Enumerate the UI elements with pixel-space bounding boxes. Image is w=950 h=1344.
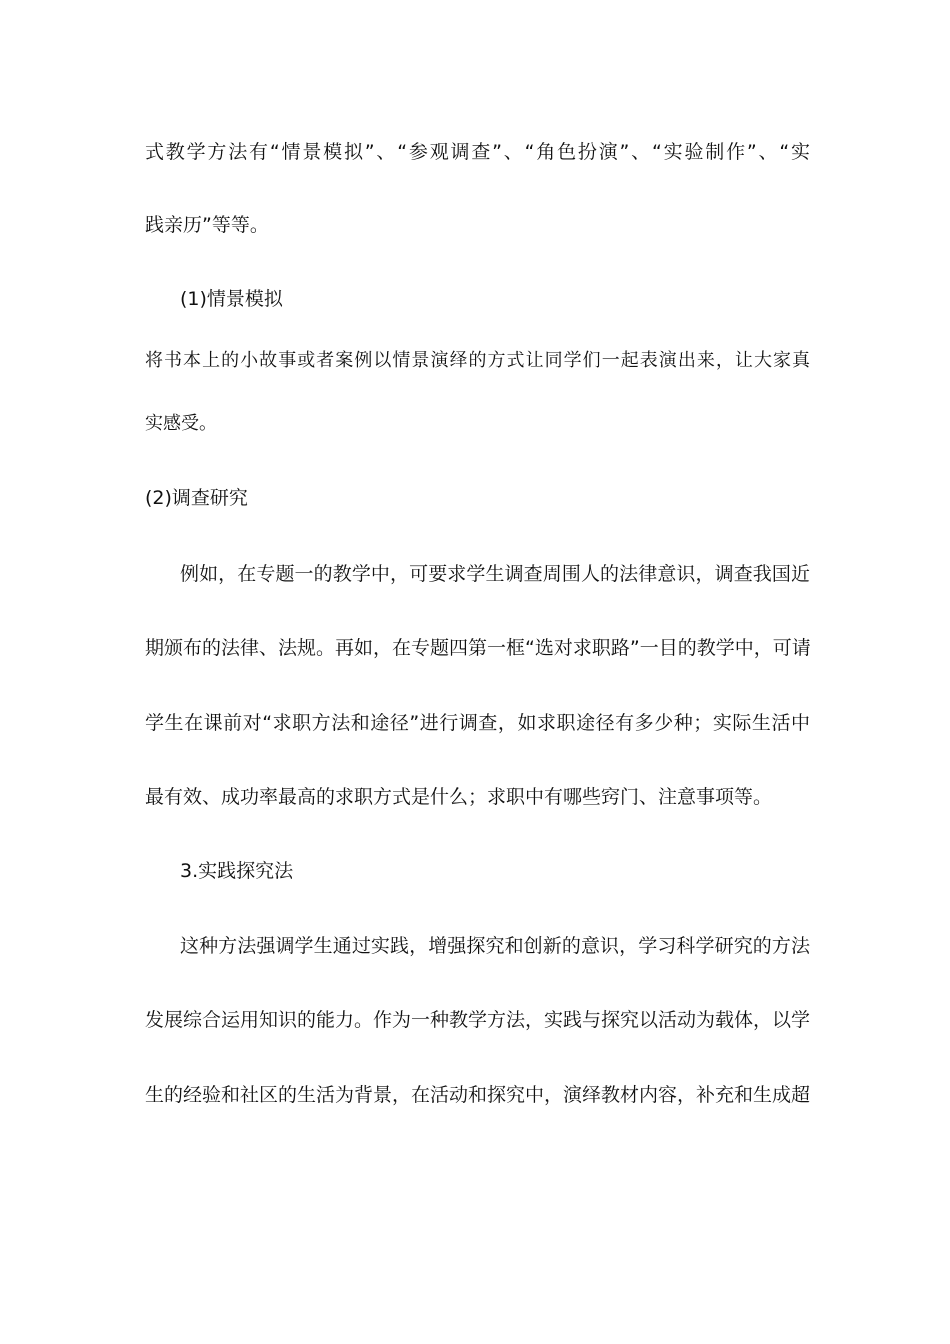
paragraph-line-11: 生的经验和社区的生活为背景，在活动和探究中，演绎教材内容，补充和生成超 [145,1084,811,1106]
paragraph-line-1: 式教学方法有“情景模拟”、“参观调查”、“角色扮演”、“实验制作”、“实 [145,141,810,163]
paragraph-line-10: 发展综合运用知识的能力。作为一种教学方法，实践与探究以活动为载体，以学 [145,1009,811,1031]
paragraph-line-7: 学生在课前对“求职方法和途径”进行调查，如求职途径有多少种；实际生活中 [145,712,810,734]
paragraph-line-5: 例如，在专题一的教学中，可要求学生调查周围人的法律意识，调查我国近 [180,563,810,585]
paragraph-line-8: 最有效、成功率最高的求职方式是什么；求职中有哪些窍门、注意事项等。 [145,786,773,808]
paragraph-line-6: 期颁布的法律、法规。再如，在专题四第一框“选对求职路”一目的教学中，可请 [145,637,811,659]
paragraph-line-4: 实感受。 [145,413,217,434]
heading-practice-inquiry: 3.实践探究法 [180,860,294,882]
heading-survey-research: (2)调查研究 [145,487,248,509]
paragraph-line-2: 践亲历”等等。 [145,214,269,236]
heading-scenario-simulation: (1)情景模拟 [180,288,283,310]
paragraph-line-9: 这种方法强调学生通过实践，增强探究和创新的意识，学习科学研究的方法 [180,935,810,957]
paragraph-line-3: 将书本上的小故事或者案例以情景演绎的方式让同学们一起表演出来，让大家真 [145,350,810,371]
